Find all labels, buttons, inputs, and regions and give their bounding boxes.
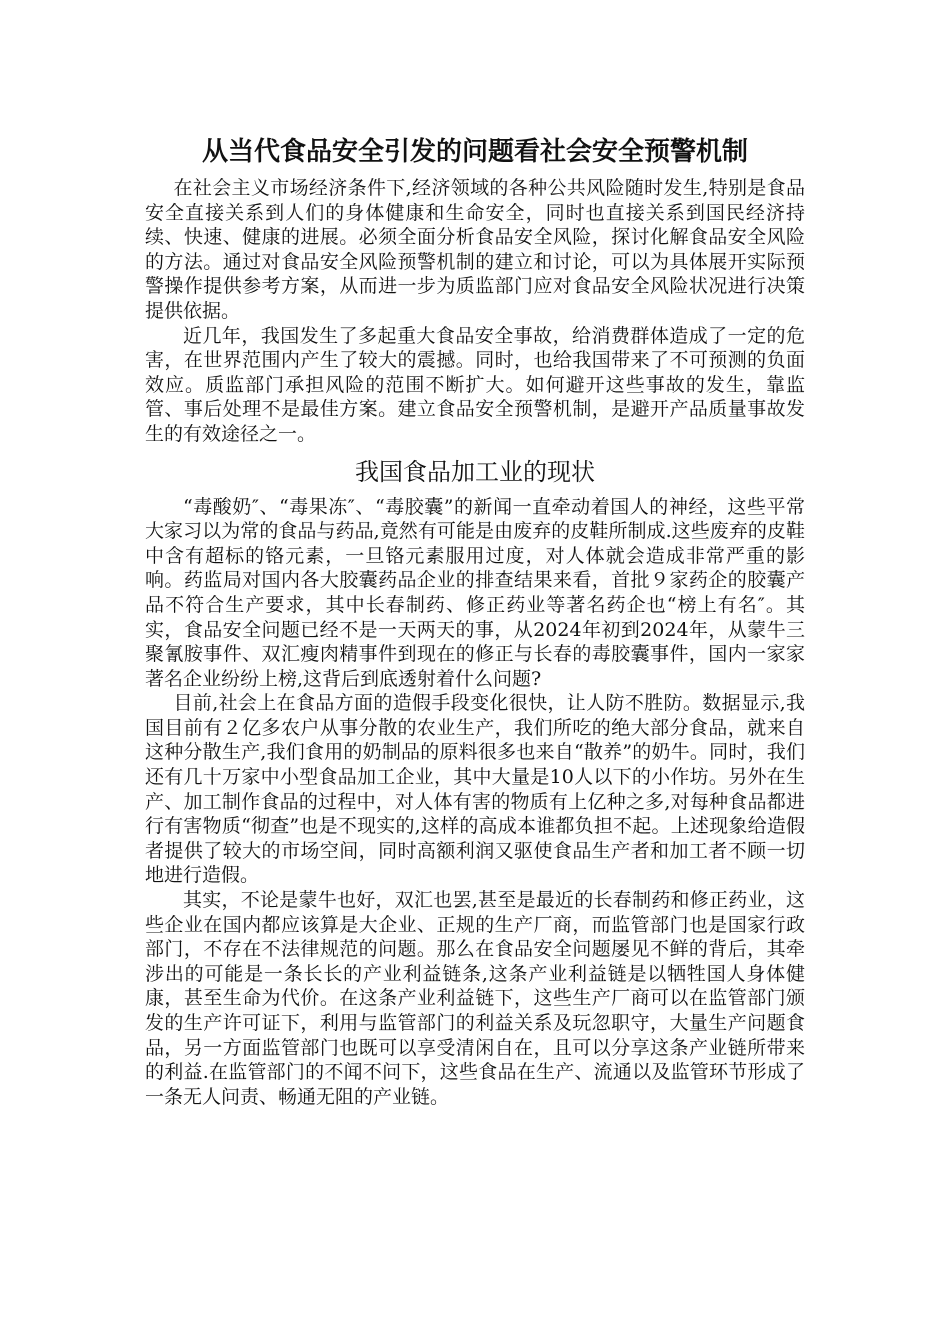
section-paragraph-1: “毒酸奶″、“毒果冻″、“毒胶囊”的新闻一直牵动着国人的神经，这些平常大家习以为常的食品与药品,竟然有可能是由废弃的皮鞋所制成.这些废弃的皮鞋中含有超标的铬元素，一旦铬元素服用过度，对人体就会造成非常严重的影响。药监局对国内各大胶囊药品企业的排查结果来看，首批９家药企的胶囊产品不符合生产要求，其中长春制药、修正药业等著名药企也“榜上有名″。其实，食品安全问题已经不是一天两天的事，从2024年初到2024年，从蒙牛三聚氰胺事件、双汇瘦肉精事件到现在的修正与长春的毒胶囊事件，国内一家家著名企业纷纷上榜,这背后到底透射着什么问题?: [145, 495, 805, 690]
section-heading: 我国食品加工业的现状: [355, 457, 595, 486]
intro-paragraph-1: 在社会主义市场经济条件下,经济领域的各种公共风险随时发生,特别是食品安全直接关系到人们的身体健康和生命安全，同时也直接关系到国民经济持续、快速、健康的进展。必须全面分析食品安全风险，探讨化解食品安全风险的方法。通过对食品安全风险预警机制的建立和讨论，可以为具体展开实际预警操作提供参考方案，从而进一步为质监部门应对食品安全风险状况进行决策提供依据。: [145, 177, 805, 322]
intro-paragraph-2: 近几年，我国发生了多起重大食品安全事故，给消费群体造成了一定的危害，在世界范围内产生了较大的震撼。同时，也给我国带来了不可预测的负面效应。质监部门承担风险的范围不断扩大。如何避开这些事故的发生，靠监管、事后处理不是最佳方案。建立食品安全预警机制，是避开产品质量事故发生的有效途径之一。: [145, 324, 805, 445]
section-paragraph-3: 其实，不论是蒙牛也好，双汇也罢,甚至是最近的长春制药和修正药业，这些企业在国内都应该算是大企业、正规的生产厂商，而监管部门也是国家行政部门，不存在不法律规范的问题。那么在食品安全问题屡见不鲜的背后，其牵涉出的可能是一条长长的产业利益链条,这条产业利益链是以牺牲国人身体健康，甚至生命为代价。在这条产业利益链下，这些生产厂商可以在监管部门颁发的生产许可证下，利用与监管部门的利益关系及玩忽职守，大量生产问题食品，另一方面监管部门也既可以享受清闲自在，且可以分享这条产业链所带来的利益.在监管部门的不闻不问下，这些食品在生产、流通以及监管环节形成了一条无人问责、畅通无阻的产业链。: [145, 889, 805, 1108]
document-page: [145, 132, 805, 1109]
document-title: 从当代食品安全引发的问题看社会安全预警机制: [201, 137, 748, 167]
section-paragraph-2: 目前,社会上在食品方面的造假手段变化很快，让人防不胜防。数据显示,我国目前有２亿多农户从事分散的农业生产，我们所吃的绝大部分食品，就来自这种分散生产,我们食用的奶制品的原料很多也来自“散养”的奶牛。同时，我们还有几十万家中小型食品加工企业，其中大量是10人以下的小作坊。另外在生产、加工制作食品的过程中，对人体有害的物质有上亿种之多,对每种食品都进行有害物质“彻查”也是不现实的,这样的高成本谁都负担不起。上述现象给造假者提供了较大的市场空间，同时高额利润又驱使食品生产者和加工者不顾一切地进行造假。: [145, 692, 805, 887]
